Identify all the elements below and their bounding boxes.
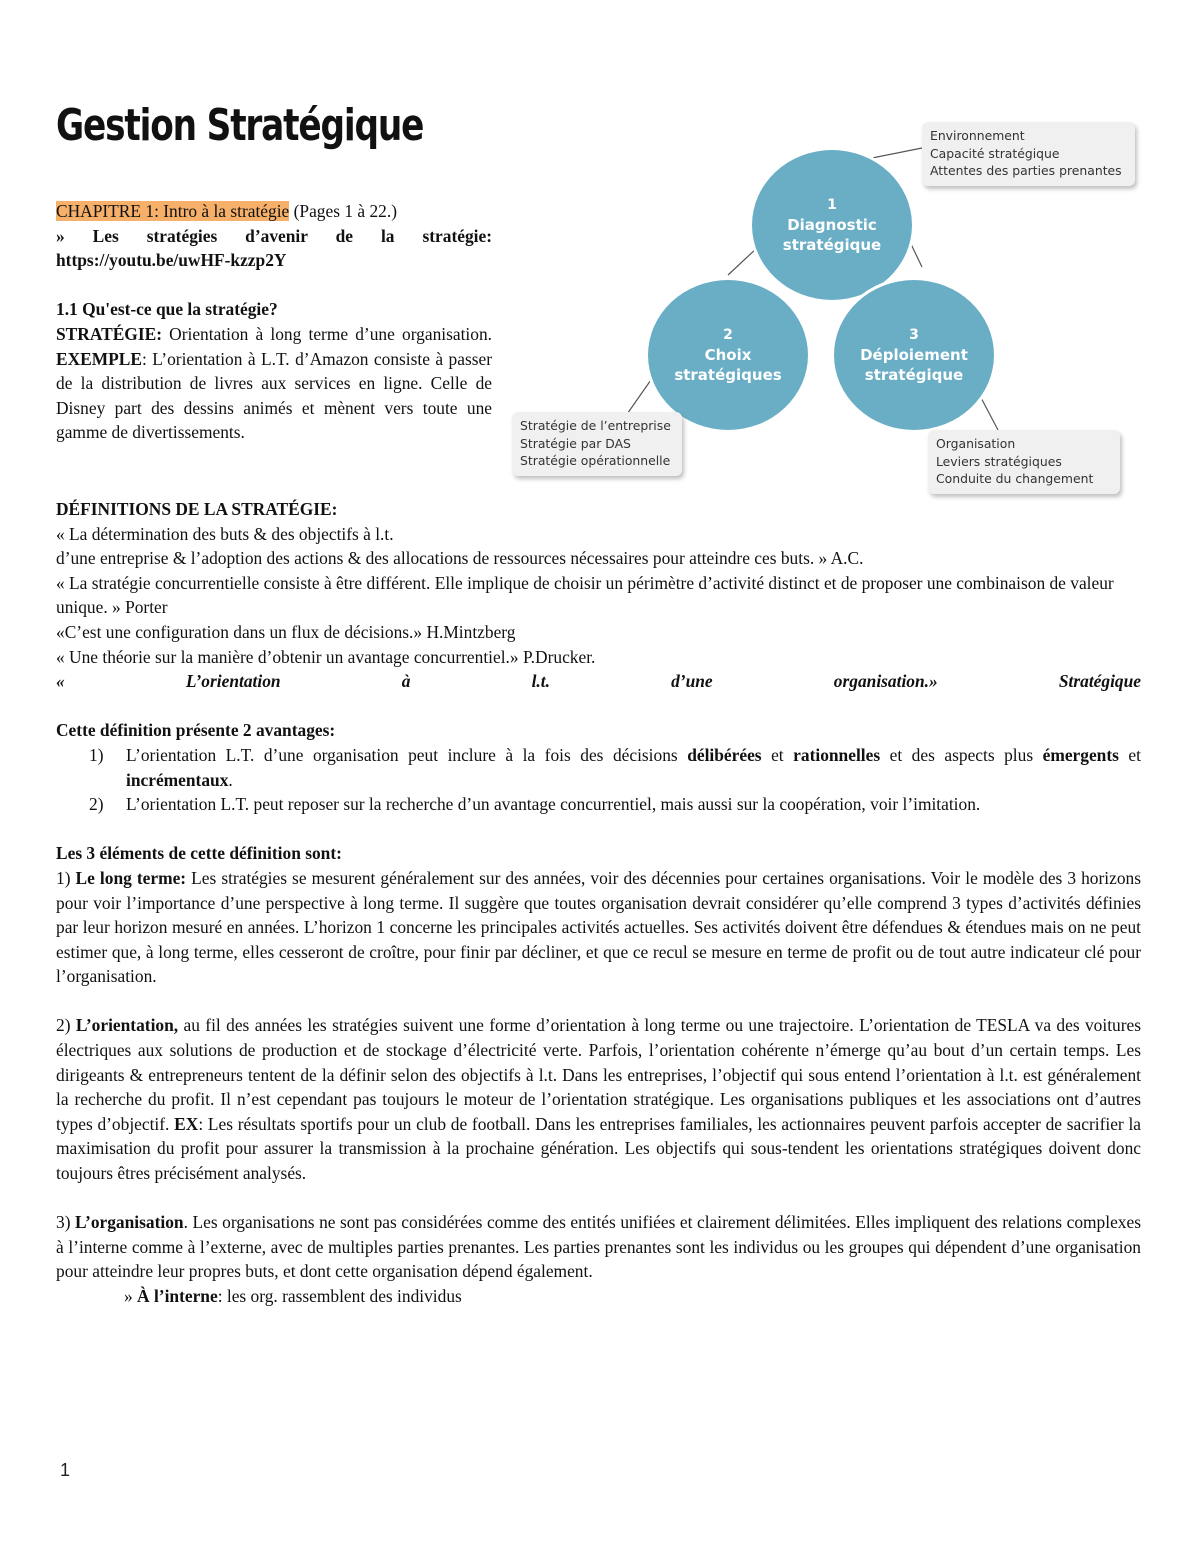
bullet-prefix: » [124,1286,138,1306]
item-bold: délibérées [687,744,762,765]
strategie-paragraph [56,322,492,445]
definitions-heading: DÉFINITIONS DE LA STRATÉGIE: [56,499,338,519]
definition-strategique: « L’orientation à l.t. d’une organisation.» Stratégique [56,671,1141,692]
element-organisation [56,1210,1141,1284]
diagram-box-choix-levels [512,412,682,476]
box-line: Environnement [930,128,1025,143]
circle-label: stratégiques [674,366,782,384]
circle-number: 1 [827,197,837,213]
diagram-circle-diagnostic [752,150,912,300]
circle-label: stratégique [864,366,964,384]
definition-porter: « La stratégie concurrentielle consiste à être différent. Elle implique de choisir un périmètre d’activité distinct et de proposer une combinaison de valeur unique. » Porter [56,572,1114,618]
element-text: . Les organisations ne sont pas considérées comme des entités unifiées et clairement délimitées. Elles impliquent des relations complexes à l’interne comme à l’externe, avec de multiples parties prenantes. Les parties prenantes sont les individus ou les groupes qui dépendent d’une organisation pour atteindre leur propres buts, et dont cette organisation dépend également. [56,1212,1141,1282]
circle-label: Déploiement [860,346,968,364]
page-title: Gestion Stratégique [56,100,424,151]
element-orientation [56,1013,1141,1185]
video-link[interactable]: https://youtu.be/uwHF-kzzp2Y [56,250,287,271]
list-item [56,743,1141,792]
strategie-text: Orientation à long terme d’une organisation. [161,323,492,344]
connector-1-3 [910,242,922,267]
box-line: Stratégie de l’entreprise [520,418,671,433]
item-text: L’orientation L.T. peut reposer sur la recherche d’un avantage concurrentiel, mais aussi sur la coopération, voir l’imitation. [126,794,981,815]
box-line: Leviers stratégiques [936,453,1062,469]
item-text: et [1118,744,1141,765]
element-text: : les org. rassemblent des individus [217,1286,462,1306]
definition-1a: « La détermination des buts & des objectifs à l.t. [56,523,394,544]
box-line: Attentes des parties prenantes [930,163,1122,178]
main-body [56,497,1141,1309]
list-number: 2) [89,794,104,815]
connector-top [872,148,922,158]
element-text: : Les résultats sportifs pour un club de football. Dans les entreprises familiales, les actionnaires peuvent parfois accepter de sacrifier la maximisation du profit pour assurer la transmission à la prochaine génération. Les objectifs qui sous-tendent les orientations stratégiques doivent donc toujours êtres précisément analysés. [56,1113,1141,1184]
intro-block [56,199,492,445]
element-long-terme [56,866,1141,989]
element-label: L’orientation, [75,1015,179,1036]
element-number: 1) [56,867,76,888]
element-text: Les stratégies se mesurent généralement sur des années, voir des décennies pour certaines organisations. Voir le modèle des 3 horizons pour voir l’importance d’une perspective à long terme. Il suggère que toutes organisation devrait considérer qu’elle comprend 3 types d’activités définies par leur horizon mesuré en années. L’horizon 1 concerne les principales activités actuelles. Ses activités doivent être défendues & étendues mais on ne peut estimer que, à long terme, elles cesseront de croître, pour finir par décliner, et que ce recul se mesure en terme de profit ou de tout autre indicateur clé pour l’organisation. [56,867,1142,987]
chapter-line [56,199,492,224]
strategie-label: STRATÉGIE: [56,323,162,344]
advantages-list [56,743,1141,817]
circle-number: 2 [723,327,733,343]
definition-drucker: « Une théorie sur la manière d’obtenir un avantage concurrentiel.» P.Drucker. [56,646,596,667]
element-label: À l’interne [137,1286,218,1306]
page-number: 1 [60,1460,71,1480]
box-line: Stratégie opérationnelle [520,453,671,468]
diagram-box-deploiement-levers [928,430,1120,494]
chapter-pages: (Pages 1 à 22.) [289,201,397,221]
chapter-label: CHAPITRE 1: Intro à la stratégie [56,201,290,221]
circle-label: Choix [704,346,752,364]
video-title: » Les stratégies d’avenir de la stratégie: [56,225,492,246]
diagram-box-diagnostic-inputs [922,122,1135,186]
advantages-heading: Cette définition présente 2 avantages: [56,720,336,741]
element-number: 2) [56,1015,76,1036]
item-text: L’orientation L.T. d’une organisation peut inclure à la fois des décisions [126,744,688,765]
list-number: 1) [89,744,104,765]
item-bold: rationnelles [793,744,881,765]
element-number: 3) [56,1212,76,1233]
list-item [56,792,1141,817]
item-bold: émergents [1042,744,1119,765]
definition-1b: d’une entreprise & l’adoption des actions & des allocations de ressources nécessaires pour atteindre ces buts. » A.C. [56,548,864,569]
exemple-text: : L’orientation à L.T. d’Amazon consiste à passer de la distribution de livres aux services en ligne. Celle de Disney part des dessins animés et mènent vers toute une gamme de divertissements. [56,348,492,443]
connector-right [978,392,998,430]
circle-label: stratégique [782,236,882,254]
circle-number: 3 [909,327,919,343]
ex-label: EX [174,1113,199,1134]
connector-1-2 [728,247,758,275]
item-bold: incrémentaux [126,769,229,790]
box-line: Stratégie par DAS [520,435,631,451]
box-line: Organisation [936,436,1016,451]
element-interne [56,1284,1141,1309]
definition-mintzberg: «C’est une configuration dans un flux de décisions.» H.Mintzberg [56,621,516,642]
item-text: et des aspects plus [880,744,1043,765]
diagram-circle-choix [648,280,808,430]
box-line: Capacité stratégique [930,145,1060,161]
element-text: au fil des années les stratégies suivent une forme d’orientation à long terme ou une trajectoire. L’orientation de TESLA va des voitures électriques aux solutions de production et de stockage d’électricité verte. Parfois, l’orientation cohérente n’émerge qu’au bout d’un certain temps. Les dirigeants & entrepreneurs tentent de la définir selon des objectifs à l.t. Dans les entreprises, l’objectif qui sous entend l’orientation à l.t. est généralement la recherche du profit. Il n’est cependant pas toujours le moteur de l’orientation stratégique. Les organisations publiques et les associations ont d’autres types d’objectif. [56,1015,1142,1134]
exemple-label: EXEMPLE [56,348,142,369]
item-text: et [761,744,794,765]
strategy-diagram [510,112,1145,502]
section-heading: 1.1 Qu'est-ce que la stratégie? [56,299,278,320]
elements-heading: Les 3 éléments de cette définition sont: [56,843,342,864]
item-text: . [228,769,233,790]
box-line: Conduite du changement [936,471,1094,486]
circle-label: Diagnostic [787,216,877,234]
element-label: Le long terme: [75,867,187,888]
element-label: L’organisation [75,1212,184,1233]
diagram-circle-deploiement [834,280,994,430]
